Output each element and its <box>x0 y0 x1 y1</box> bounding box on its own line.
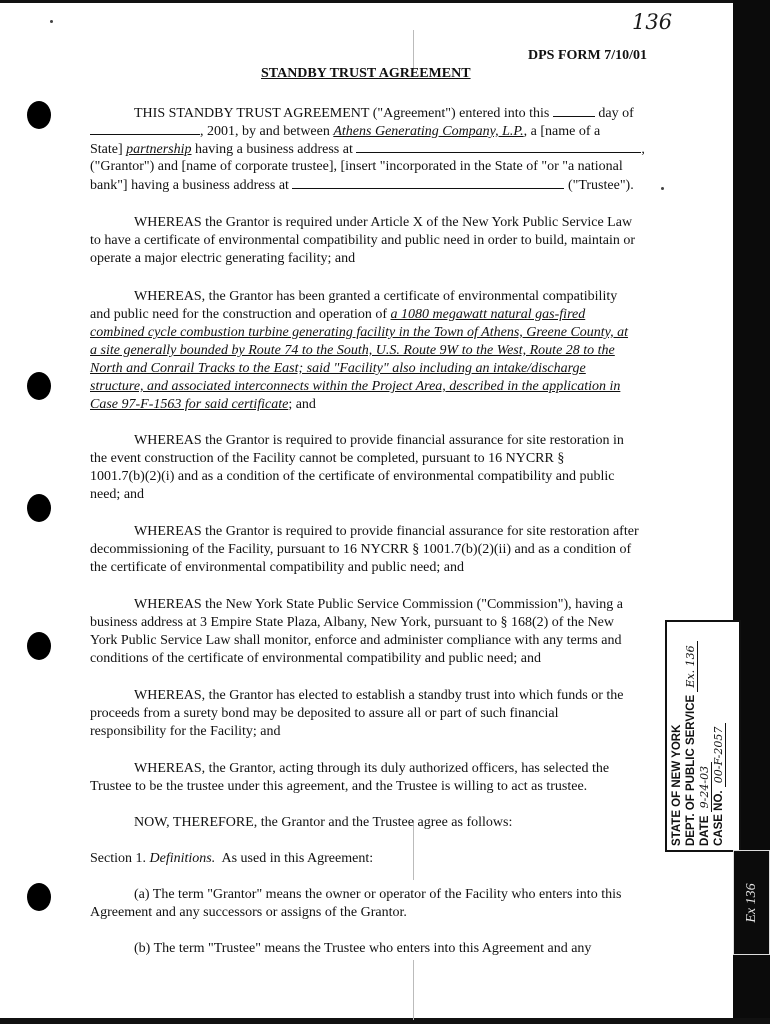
fold-line <box>413 960 414 1020</box>
definition-a-line: Agreement and any successors or assigns of the Grantor. <box>90 905 407 920</box>
definition-b-line: (b) The term "Trustee" means the Trustee who enters into this Agreement and any <box>134 941 592 956</box>
whereas-5-line: York Public Service Law shall monitor, enforce and administer compliance with any terms and <box>90 633 622 648</box>
intro-line-4: ("Grantor") and [name of corporate trustee], [insert "incorporated in the State of "or "a national <box>90 159 623 174</box>
definition-a-line: (a) The term "Grantor" means the owner or operator of the Facility who enters into this <box>134 887 622 902</box>
stamp-dept: DEPT. OF PUBLIC SERVICE Ex. 136 <box>684 626 698 846</box>
stamp-date: DATE 9-24-03 <box>698 626 712 846</box>
stamp-case: CASE NO. 00-F-2057 <box>712 626 726 846</box>
whereas-6-line: proceeds from a surety bond may be deposited to assure all or part of such financial <box>90 706 559 721</box>
facility-description-line: a site generally bounded by Route 74 to the South, U.S. Route 9W to the West, Route 28 to the <box>90 343 615 358</box>
whereas-3-line: WHEREAS the Grantor is required to provide financial assurance for site restoration in <box>134 433 624 448</box>
punch-hole <box>27 494 51 522</box>
punch-hole <box>27 883 51 911</box>
trustee-address-blank[interactable] <box>292 176 564 189</box>
month-blank[interactable] <box>90 122 200 135</box>
whereas-5-line: business address at 3 Empire State Plaza, Albany, New York, pursuant to § 168(2) of the New <box>90 615 615 630</box>
facility-description-line: North and Conrail Tracks to the East; said "Facility" also including an intake/discharge <box>90 361 586 376</box>
exhibit-stamp <box>665 620 741 852</box>
whereas-2-line: Case 97-F-1563 for said certificate; and <box>90 397 316 412</box>
whereas-1-line: WHEREAS the Grantor is required under Article X of the New York Public Service Law <box>134 215 633 230</box>
whereas-5-line: WHEREAS the New York State Public Service Commission ("Commission"), having a <box>134 597 623 612</box>
punch-hole <box>27 372 51 400</box>
whereas-6-line: WHEREAS, the Grantor has elected to establish a standby trust into which funds or the <box>134 688 624 703</box>
punch-hole <box>27 101 51 129</box>
whereas-2-line: and public need for the construction and operation of a 1080 megawatt natural gas-fired <box>90 307 586 322</box>
grantor-address-blank[interactable] <box>356 140 641 153</box>
whereas-3-line: 1001.7(b)(2)(i) and as a condition of the certificate of environmental compatibility and public <box>90 469 615 484</box>
whereas-4-line: WHEREAS the Grantor is required to provide financial assurance for site restoration after <box>134 524 639 539</box>
scan-border-bottom <box>0 1018 770 1024</box>
side-exhibit-label: Ex 136 <box>733 850 770 955</box>
handwritten-page-number: 136 <box>632 10 673 34</box>
whereas-7-line: Trustee to be the trustee under this agreement, and the Trustee is willing to act as trustee. <box>90 779 588 794</box>
intro-line-5: bank"] having a business address at ("Trustee"). <box>90 178 634 193</box>
facility-description-line: combined cycle combustion turbine generating facility in the Town of Athens, Greene County, at <box>90 325 629 340</box>
document-title: STANDBY TRUST AGREEMENT <box>261 66 471 81</box>
punch-hole <box>27 632 51 660</box>
section-1-heading: Section 1. Definitions. As used in this Agreement: <box>90 851 374 866</box>
whereas-3-line: the event construction of the Facility cannot be completed, pursuant to 16 NYCRR § <box>90 451 565 466</box>
scan-border-top <box>0 0 770 3</box>
intro-line-2: , 2001, by and between Athens Generating Company, L.P., a [name of a <box>90 122 600 141</box>
grantor-company: Athens Generating Company, L.P. <box>333 124 524 139</box>
whereas-1-line: to have a certificate of environmental compatibility and public need in order to build, maintain or <box>90 233 636 248</box>
fold-line <box>413 30 414 70</box>
whereas-1-line: operate a major electric generating facility; and <box>90 251 356 266</box>
scan-speck <box>50 20 53 23</box>
whereas-6-line: responsibility for the Facility; and <box>90 724 281 739</box>
whereas-2-line: WHEREAS, the Grantor has been granted a certificate of environmental compatibility <box>134 289 618 304</box>
now-therefore: NOW, THEREFORE, the Grantor and the Trustee agree as follows: <box>134 815 513 830</box>
intro-line-3: State] partnership having a business address at , <box>90 142 645 157</box>
whereas-4-line: decommissioning of the Facility, pursuant to 16 NYCRR § 1001.7(b)(2)(ii) and as a condition of <box>90 542 632 557</box>
form-id: DPS FORM 7/10/01 <box>528 48 647 63</box>
whereas-4-line: the certificate of environmental compatibility and public need; and <box>90 560 464 575</box>
day-blank[interactable] <box>553 104 595 117</box>
scan-speck <box>661 187 664 190</box>
intro-line-1: THIS STANDBY TRUST AGREEMENT ("Agreement") entered into this day of <box>134 106 634 121</box>
whereas-7-line: WHEREAS, the Grantor, acting through its duly authorized officers, has selected the <box>134 761 610 776</box>
whereas-3-line: need; and <box>90 487 145 502</box>
facility-description-line: structure, and associated interconnects within the Project Area, described in the application in <box>90 379 621 394</box>
whereas-5-line: conditions of the certificate of environmental compatibility and public need; and <box>90 651 541 666</box>
stamp-state: STATE OF NEW YORK <box>671 724 683 846</box>
grantor-entity-type: partnership <box>126 142 192 157</box>
